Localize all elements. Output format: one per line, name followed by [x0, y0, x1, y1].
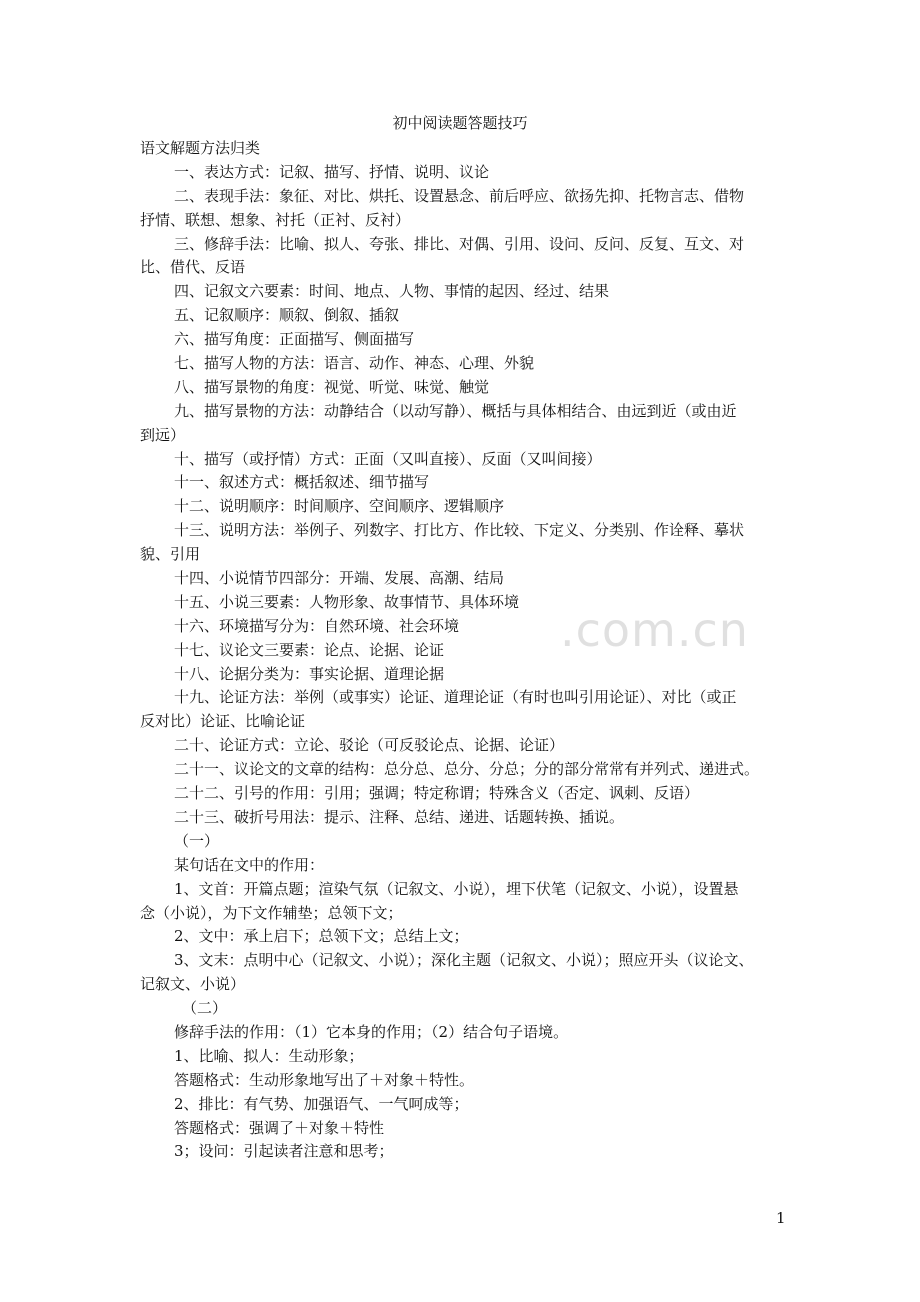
- subsection-marker: （二）: [182, 999, 228, 1018]
- paragraph-line: 八、描写景物的角度：视觉、听觉、味觉、触觉: [174, 377, 490, 396]
- paragraph-line: 修辞手法的作用：（1）它本身的作用；（2）结合句子语境。: [174, 1022, 569, 1041]
- subsection-marker: （一）: [174, 831, 220, 850]
- paragraph-line: 七、描写人物的方法：语言、动作、神态、心理、外貌: [174, 354, 535, 373]
- paragraph-line: 一、表达方式：记叙、描写、抒情、说明、议论: [174, 162, 490, 181]
- paragraph-line: 十二、说明顺序：时间顺序、空间顺序、逻辑顺序: [174, 497, 505, 516]
- paragraph-line: 二十一、议论文的文章的结构：总分总、总分、分总；分的部分常常有并列式、递进式。: [174, 760, 760, 779]
- paragraph-line: 六、描写角度：正面描写、侧面描写: [174, 330, 415, 349]
- paragraph-continuation: 貌、引用: [140, 545, 201, 564]
- paragraph-line: 3；设问：引起读者注意和思考；: [174, 1142, 394, 1161]
- paragraph-continuation: 念（小说），为下文作辅垫；总领下文；: [140, 903, 403, 922]
- paragraph-continuation: 到远）: [140, 425, 186, 444]
- paragraph-line: 十三、说明方法：举例子、列数字、打比方、作比较、下定义、分类别、作诠释、摹状: [174, 521, 745, 540]
- paragraph-line: 十五、小说三要素：人物形象、故事情节、具体环境: [174, 592, 520, 611]
- section-heading: 语文解题方法归类: [140, 139, 261, 157]
- paragraph-line: 2、排比：有气势、加强语气、一气呵成等；: [174, 1094, 469, 1113]
- paragraph-continuation: 记叙文、小说）: [140, 975, 246, 994]
- paragraph-continuation: 反对比）论证、比喻论证: [140, 712, 306, 731]
- paragraph-line: 十六、环境描写分为：自然环境、社会环境: [174, 616, 460, 635]
- paragraph-line: 十、描写（或抒情）方式：正面（又叫直接）、反面（又叫间接）: [174, 449, 602, 468]
- paragraph-line: 1、文首：开篇点题；渲染气氛（记叙文、小说），埋下伏笔（记叙文、小说），设置悬: [174, 879, 739, 898]
- paragraph-continuation: 比、借代、反语: [140, 258, 246, 277]
- paragraph-continuation: 抒情、联想、想象、衬托（正衬、反衬）: [140, 210, 411, 229]
- paragraph-line: 二十二、引号的作用：引用；强调；特定称谓；特殊含义（否定、讽刺、反语）: [174, 784, 700, 803]
- paragraph-line: 四、记叙文六要素：时间、地点、人物、事情的起因、经过、结果: [174, 282, 610, 301]
- paragraph-line: 十九、论证方法：举例（或事实）论证、道理论证（有时也叫引用论证）、对比（或正: [174, 688, 737, 707]
- paragraph-line: 二十、论证方式：立论、驳论（可反驳论点、论据、论证）: [174, 736, 565, 755]
- paragraph-line: 十一、叙述方式：概括叙述、细节描写: [174, 473, 430, 492]
- page-number: 1: [776, 1209, 786, 1227]
- paragraph-line: 二、表现手法：象征、对比、烘托、设置悬念、前后呼应、欲扬先抑、托物言志、借物: [174, 186, 745, 205]
- paragraph-line: 十四、小说情节四部分：开端、发展、高潮、结局: [174, 569, 505, 588]
- paragraph-line: 答题格式：强调了＋对象＋特性: [174, 1118, 385, 1137]
- paragraph-line: 二十三、破折号用法：提示、注释、总结、递进、话题转换、插说。: [174, 807, 625, 826]
- paragraph-line: 十八、论据分类为：事实论据、道理论据: [174, 664, 445, 683]
- paragraph-line: 3、文末：点明中心（记叙文、小说）；深化主题（记叙文、小说）；照应开头（议论文、: [174, 951, 754, 970]
- paragraph-line: 十七、议论文三要素：论点、论据、论证: [174, 640, 445, 659]
- paragraph-line: 三、修辞手法：比喻、拟人、夸张、排比、对偶、引用、设问、反问、反复、互文、对: [174, 234, 745, 253]
- document-title: 初中阅读题答题技巧: [392, 114, 528, 132]
- watermark: .com.cn: [560, 603, 749, 657]
- paragraph-line: 九、描写景物的方法：动静结合（以动写静）、概括与具体相结合、由远到近（或由近: [174, 401, 737, 420]
- paragraph-line: 1、比喻、拟人：生动形象；: [174, 1046, 364, 1065]
- paragraph-line: 答题格式：生动形象地写出了＋对象＋特性。: [174, 1070, 475, 1089]
- paragraph-line: 2、文中：承上启下；总领下文；总结上文；: [174, 927, 469, 946]
- paragraph-line: 某句话在文中的作用：: [174, 855, 325, 874]
- paragraph-line: 五、记叙顺序：顺叙、倒叙、插叙: [174, 306, 400, 325]
